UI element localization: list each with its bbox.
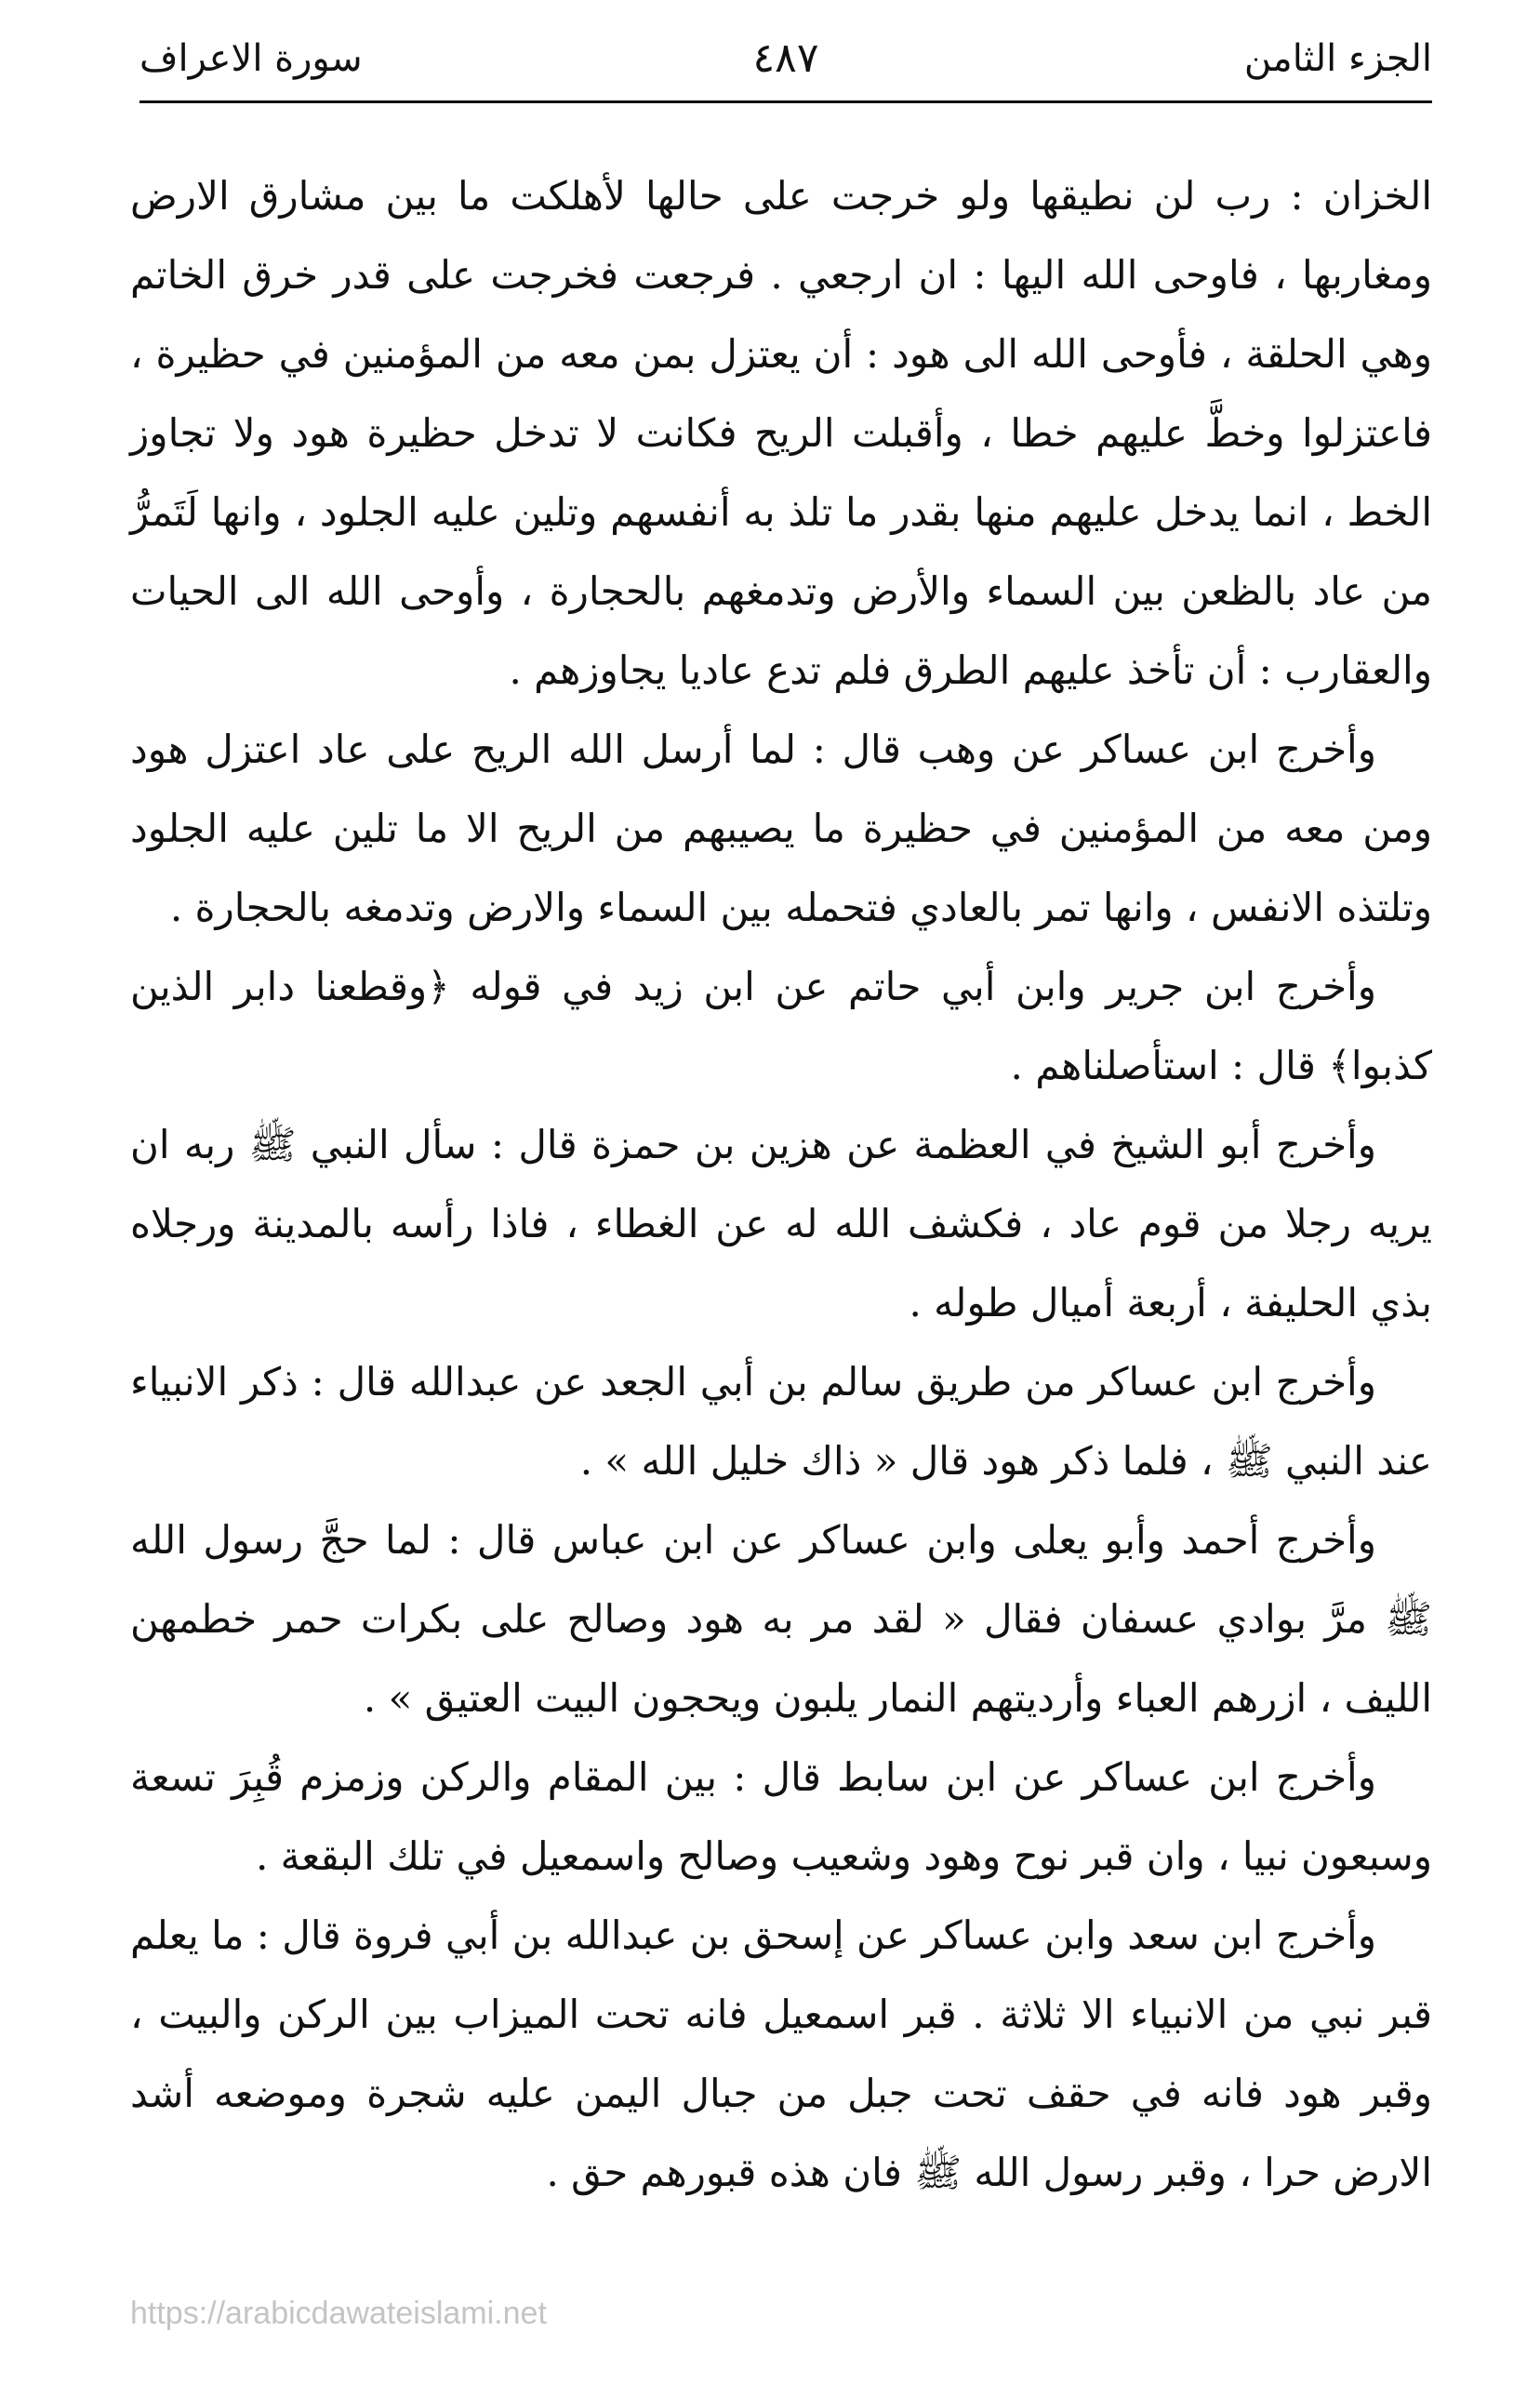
page-number: ٤٨٧ xyxy=(752,34,819,82)
page-header xyxy=(139,26,1432,91)
surah-title: سورة الاعراف xyxy=(139,37,363,80)
paragraph: وأخرج أحمد وأبو يعلى وابن عساكر عن ابن عباس قال : لما حجَّ رسول الله ﷺ مرَّ بوادي عسفان فقال « لقد مر به هود وصالح على بكرات حمر خطمهن الليف ، ازرهم العباء وأرديتهم النمار يلبون ويحجون البيت العتيق » . xyxy=(130,1517,1432,1721)
header-rule xyxy=(139,100,1432,103)
paragraph: وأخرج ابن عساكر عن وهب قال : لما أرسل الله الريح على عاد اعتزل هود ومن معه من المؤمنين في حظيرة ما يصيبهم من الريح الا ما تلين عليه الجلود وتلتذه الانفس ، وانها تمر بالعادي فتحمله بين السماء والارض وتدمغه بالحجارة . xyxy=(130,726,1432,930)
paragraph: وأخرج ابن عساكر عن ابن سابط قال : بين المقام والركن وزمزم قُبِرَ تسعة وسبعون نبيا ، وان قبر نوح وهود وشعيب وصالح واسمعيل في تلك البقعة . xyxy=(130,1754,1432,1879)
paragraph: وأخرج ابن سعد وابن عساكر عن إسحق بن عبدالله بن أبي فروة قال : ما يعلم قبر نبي من الانبياء الا ثلاثة . قبر اسمعيل فانه تحت الميزاب بين الركن والبيت ، وقبر هود فانه في حقف تحت جبل من جبال اليمن عليه شجرة وموضعه أشد الارض حرا ، وقبر رسول الله ﷺ فان هذه قبورهم حق . xyxy=(130,1912,1432,2195)
page-body xyxy=(130,156,1432,2212)
paragraph-continuation: الخزان : رب لن نطيقها ولو خرجت على حالها لأهلكت ما بين مشارق الارض ومغاربها ، فاوحى الله اليها : ان ارجعي . فرجعت فخرجت على قدر خرق الخاتم وهي الحلقة ، فأوحى الله الى هود : أن يعتزل بمن معه من المؤمنين في حظيرة ، فاعتزلوا وخطَّ عليهم خطا ، وأقبلت الريح فكانت لا تدخل حظيرة هود ولا تجاوز الخط ، انما يدخل عليهم منها بقدر ما تلذ به أنفسهم وتلين عليه الجلود ، وانها لَتَمرُّ من عاد بالظعن بين السماء والأرض وتدمغهم بالحجارة ، وأوحى الله الى الحيات والعقارب : أن تأخذ عليهم الطرق فلم تدع عاديا يجاوزهم . xyxy=(130,173,1432,693)
paragraph: وأخرج ابن جرير وابن أبي حاتم عن ابن زيد في قوله ﴿وقطعنا دابر الذين كذبوا﴾ قال : استأصلناهم . xyxy=(130,964,1432,1088)
watermark-url: https://arabicdawateislami.net xyxy=(130,2296,547,2331)
paragraph: وأخرج أبو الشيخ في العظمة عن هزين بن حمزة قال : سأل النبي ﷺ ربه ان يريه رجلا من قوم عاد ، فكشف الله له عن الغطاء ، فاذا رأسه بالمدينة ورجلاه بذي الحليفة ، أربعة أميال طوله . xyxy=(130,1122,1432,1325)
paragraph: وأخرج ابن عساكر من طريق سالم بن أبي الجعد عن عبدالله قال : ذكر الانبياء عند النبي ﷺ ، فلما ذكر هود قال « ذاك خليل الله » . xyxy=(130,1359,1432,1484)
part-title: الجزء الثامن xyxy=(1243,37,1432,80)
